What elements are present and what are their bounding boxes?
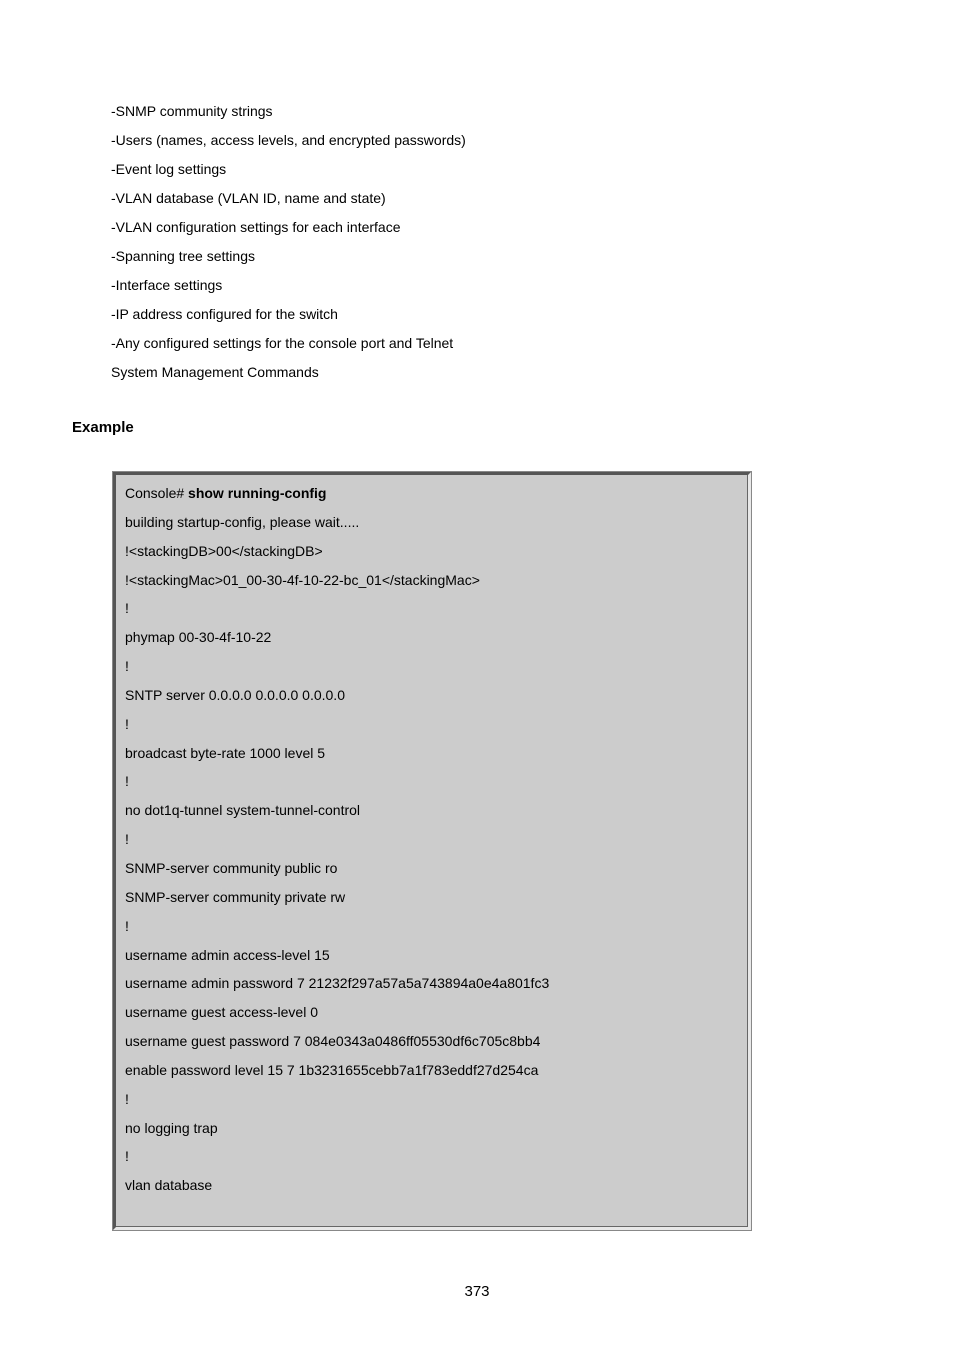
console-line: vlan database <box>125 1177 213 1194</box>
console-line: username guest access-level 0 <box>125 1004 318 1021</box>
console-line: broadcast byte-rate 1000 level 5 <box>125 744 326 761</box>
page-number: 373 <box>464 1283 490 1300</box>
console-line: ! <box>125 600 129 617</box>
list-item: -Any configured settings for the console port and Telnet <box>111 335 454 351</box>
list-item: System Management Commands <box>111 364 319 380</box>
console-line: enable password level 15 7 1b3231655cebb7a1f783eddf27d254ca <box>125 1061 539 1078</box>
console-line: SNMP-server community private rw <box>125 888 346 905</box>
console-line: no logging trap <box>125 1119 218 1136</box>
console-line: !<stackingDB>00</stackingDB> <box>125 542 323 559</box>
console-line: ! <box>125 773 129 790</box>
console-command-line <box>125 479 549 508</box>
console-output <box>125 479 549 1200</box>
console-line: ! <box>125 1090 129 1107</box>
console-prompt: Console# <box>125 485 189 501</box>
console-command: show running-config <box>188 485 327 501</box>
console-line: username guest password 7 084e0343a0486ff05530df6c705c8bb4 <box>125 1033 541 1050</box>
console-line: username admin access-level 15 <box>125 946 330 963</box>
console-line: ! <box>125 1148 129 1165</box>
console-line: ! <box>125 658 129 675</box>
list-item: -Interface settings <box>111 277 223 293</box>
console-line: !<stackingMac>01_00-30-4f-10-22-bc_01</stackingMac> <box>125 571 480 588</box>
console-line: ! <box>125 831 129 848</box>
example-heading: Example <box>72 419 134 436</box>
list-item: -VLAN database (VLAN ID, name and state) <box>111 190 386 206</box>
console-line: no dot1q-tunnel system-tunnel-control <box>125 802 361 819</box>
console-inner-frame <box>116 475 748 1227</box>
console-example-box <box>113 472 751 1230</box>
console-line: SNTP server 0.0.0.0 0.0.0.0 0.0.0.0 <box>125 686 345 703</box>
list-item: -Event log settings <box>111 161 227 177</box>
console-line: building startup-config, please wait..... <box>125 513 360 530</box>
console-line: ! <box>125 715 129 732</box>
console-line: ! <box>125 917 129 934</box>
console-line: username admin password 7 21232f297a57a5a743894a0e4a801fc3 <box>125 975 550 992</box>
list-item: -Spanning tree settings <box>111 248 255 264</box>
list-item: -IP address configured for the switch <box>111 306 338 322</box>
console-line: phymap 00-30-4f-10-22 <box>125 629 272 646</box>
bullet-list <box>111 97 466 387</box>
console-line: SNMP-server community public ro <box>125 859 338 876</box>
list-item: -Users (names, access levels, and encrypted passwords) <box>111 132 466 148</box>
list-item: -SNMP community strings <box>111 103 273 119</box>
list-item: -VLAN configuration settings for each interface <box>111 219 401 235</box>
